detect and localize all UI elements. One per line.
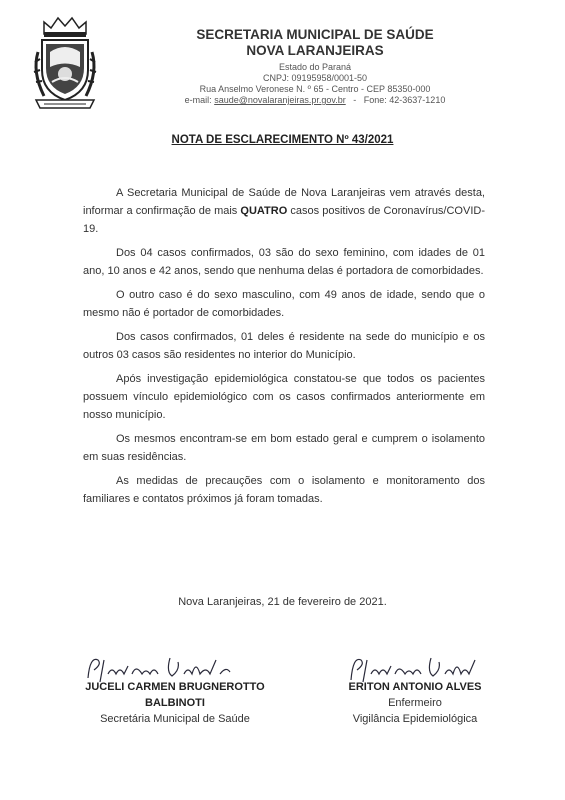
- header-subtitle: NOVA LARANJEIRAS: [246, 43, 384, 58]
- paragraph-6: Os mesmos encontram-se em bom estado geral e cumprem o isolamento em suas residências.: [83, 433, 485, 463]
- paragraph-4: Dos casos confirmados, 01 deles é residente na sede do município e os outros 03 casos são residentes no interior do Município.: [83, 331, 485, 361]
- paragraph-7: As medidas de precauções com o isolamento e monitoramento dos familiares e contatos próximos já foram tomadas.: [83, 475, 485, 505]
- case-count-bold: QUATRO: [240, 205, 288, 217]
- header-title: SECRETARIA MUNICIPAL DE SAÚDE: [196, 27, 434, 42]
- header-contact: [150, 95, 480, 106]
- signature-block-left: [65, 679, 285, 727]
- paragraph-5: Após investigação epidemiológica constatou-se que todos os pacientes possuem vínculo epidemiológico com os casos confirmados anteriormente em nosso município.: [83, 373, 485, 421]
- contact-separator: -: [353, 95, 357, 105]
- signer-name-left: JUCELI CARMEN BRUGNEROTTO BALBINOTI: [85, 681, 265, 709]
- email-link[interactable]: saude@novalaranjeiras.pr.gov.br: [214, 95, 346, 105]
- phone-number: Fone: 42-3637-1210: [363, 95, 446, 105]
- document-body: [83, 184, 485, 514]
- signer-department-right: Vigilância Epidemiológica: [352, 713, 478, 725]
- email-label: e-mail:: [184, 95, 212, 105]
- signature-block-right: [325, 679, 505, 727]
- paragraph-3: O outro caso é do sexo masculino, com 49 anos de idade, sendo que o mesmo não é portador de comorbidades.: [83, 289, 485, 319]
- header-cnpj: CNPJ: 09195958/0001-50: [262, 73, 368, 83]
- signer-name-right: ERITON ANTONIO ALVES: [348, 681, 482, 693]
- paragraph-1: A Secretaria Municipal de Saúde de Nova Laranjeiras vem através desta, informar a confirmação de mais QUATRO casos positivos de Coronavírus/COVID-19.: [83, 187, 485, 235]
- signer-role-right: Enfermeiro: [388, 697, 442, 709]
- document-heading: NOTA DE ESCLARECIMENTO Nº 43/2021: [171, 134, 394, 146]
- signer-role-left: Secretária Municipal de Saúde: [100, 713, 250, 725]
- dateline: Nova Laranjeiras, 21 de fevereiro de 2021.: [178, 596, 387, 608]
- paragraph-2: Dos 04 casos confirmados, 03 são do sexo feminino, com idades de 01 ano, 10 anos e 42 anos, sendo que nenhuma delas é portadora de comorbidades.: [83, 247, 485, 277]
- header-address: Rua Anselmo Veronese N. º 65 - Centro - CEP 85350-000: [199, 84, 431, 94]
- header-state: Estado do Paraná: [278, 62, 352, 72]
- coat-of-arms-icon: [30, 12, 100, 112]
